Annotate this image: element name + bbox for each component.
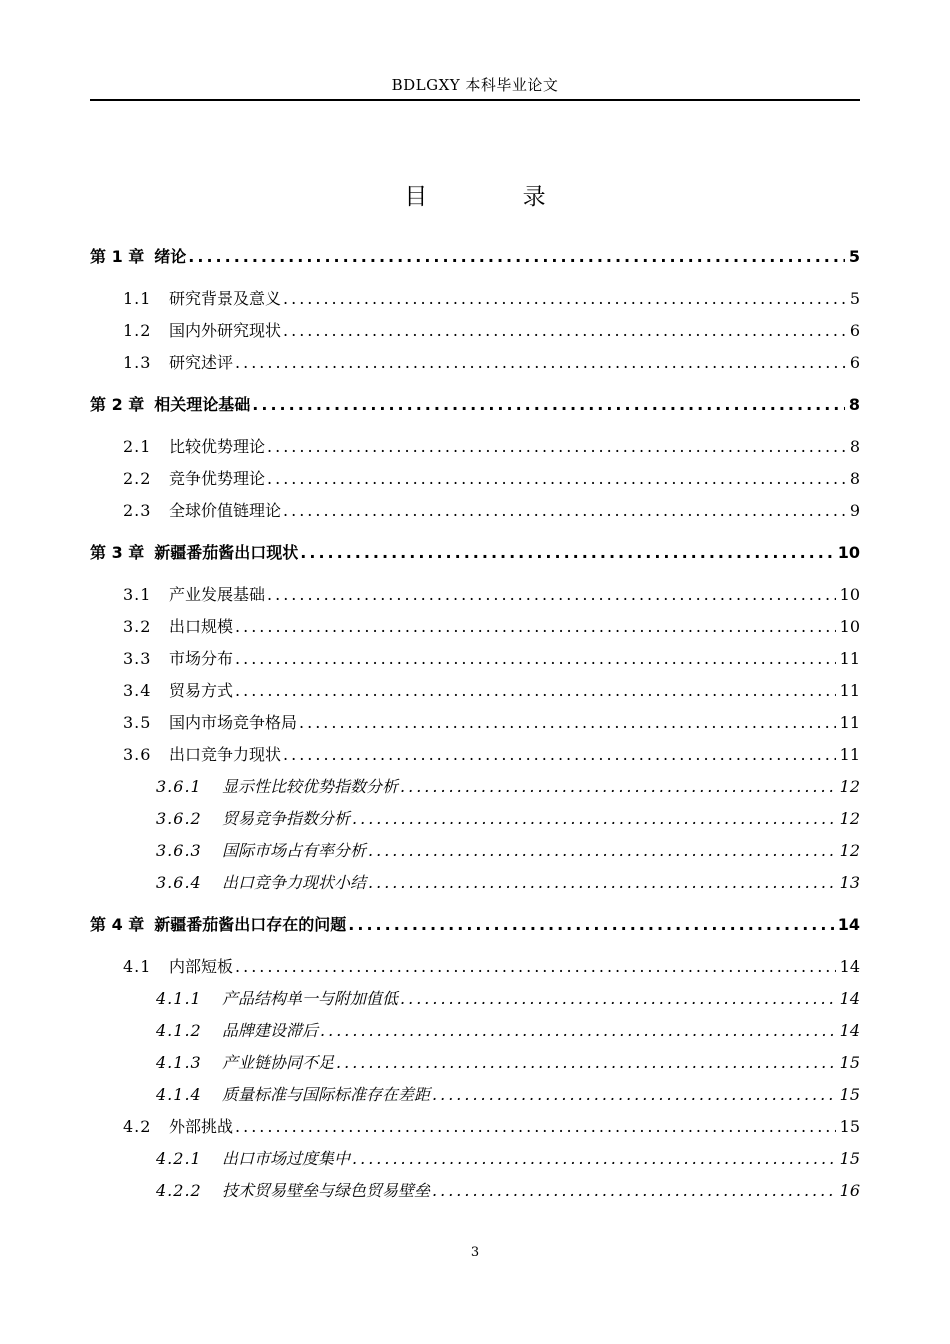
toc-entry-page: 6 [849,321,860,340]
toc-entry-level3[interactable] [90,1018,860,1042]
toc-entry-page: 14 [839,989,860,1008]
dot-leader [267,469,846,488]
toc-entry-level2[interactable] [90,646,860,670]
dot-leader [283,745,836,764]
toc-entry-title: 产业发展基础 [169,585,266,604]
dot-leader [432,1181,836,1200]
header-rule [90,99,860,101]
toc-entry-level3[interactable] [90,838,860,862]
toc-entry-title: 品牌建设滞后 [222,1021,319,1040]
toc-entry-number: 4.1.1 [156,989,202,1008]
toc-entry-page: 15 [839,1053,860,1072]
toc-entry-page: 11 [839,745,860,764]
toc-entry-page: 13 [839,873,860,892]
toc-entry-page: 11 [839,713,860,732]
toc-entry-title: 国内市场竞争格局 [169,713,298,732]
toc-entry-level2[interactable] [90,318,860,342]
toc-entry-level2[interactable] [90,742,860,766]
toc-entry-title: 技术贸易壁垒与绿色贸易壁垒 [222,1181,431,1200]
toc-entry-level2[interactable] [90,434,860,458]
toc-entry-number: 2.2 [123,469,152,488]
toc-entry-title: 国际市场占有率分析 [222,841,367,860]
toc-entry-page: 12 [839,841,860,860]
toc-entry-page: 12 [839,777,860,796]
toc-entry-number: 第 3 章 [90,543,145,562]
dot-leader [283,501,846,520]
toc-entry-number: 3.6.3 [156,841,202,860]
toc-entry-level2[interactable] [90,954,860,978]
toc-entry-title: 比较优势理论 [169,437,266,456]
toc-entry-page: 14 [839,1021,860,1040]
dot-leader [235,353,846,372]
toc-entry-number: 3.6.1 [156,777,202,796]
toc-entry-level3[interactable] [90,986,860,1010]
toc-entry-title: 新疆番茄酱出口现状 [154,543,299,562]
toc-entry-page: 15 [839,1117,860,1136]
toc-entry-number: 3.3 [123,649,152,668]
toc-entry-title: 国内外研究现状 [169,321,282,340]
toc-entry-number: 3.6.4 [156,873,202,892]
toc-entry-title: 出口规模 [169,617,234,636]
toc-entry-page: 5 [848,247,860,266]
toc-entry-level2[interactable] [90,678,860,702]
running-header: BDLGXY 本科毕业论文 [391,76,559,94]
toc-entry-page: 10 [837,543,860,562]
toc-entry-number: 4.1.3 [156,1053,202,1072]
toc-entry-level2[interactable] [90,582,860,606]
toc-entry-page: 8 [849,437,860,456]
dot-leader [235,1117,836,1136]
toc-entry-title: 全球价值链理论 [169,501,282,520]
toc-entry-title: 产品结构单一与附加值低 [222,989,399,1008]
page-number: 3 [470,1245,480,1260]
toc-entry-level2[interactable] [90,1114,860,1138]
toc-entry-title: 贸易竞争指数分析 [222,809,351,828]
dot-leader [432,1085,836,1104]
toc-entry-level1[interactable] [90,392,860,416]
toc-entry-level2[interactable] [90,710,860,734]
toc-entry-level2[interactable] [90,614,860,638]
toc-entry-title: 质量标准与国际标准存在差距 [222,1085,431,1104]
dot-leader [235,957,836,976]
dot-leader [235,681,836,700]
toc-entry-page: 9 [849,501,860,520]
toc-entry-title: 竞争优势理论 [169,469,266,488]
toc-entry-level1[interactable] [90,912,860,936]
toc-entry-page: 8 [849,469,860,488]
toc-entry-page: 5 [849,289,860,308]
toc-entry-level3[interactable] [90,1082,860,1106]
toc-entry-title: 出口竞争力现状小结 [222,873,367,892]
toc-entry-title: 贸易方式 [169,681,234,700]
dot-leader [188,247,845,266]
dot-leader [267,437,846,456]
toc-entry-number: 4.2.2 [156,1181,202,1200]
toc-entry-page: 11 [839,681,860,700]
dot-leader [235,617,836,636]
toc-entry-number: 第 1 章 [90,247,145,266]
toc-entry-title: 外部挑战 [169,1117,234,1136]
toc-entry-level2[interactable] [90,498,860,522]
dot-leader [283,321,846,340]
toc-entry-title: 产业链协同不足 [222,1053,335,1072]
toc-entry-title: 出口竞争力现状 [169,745,282,764]
toc-entry-page: 12 [839,809,860,828]
toc-entry-page: 10 [839,585,860,604]
toc-entry-number: 4.2 [123,1117,152,1136]
toc-title: 目 录 [404,184,590,210]
toc-entry-level3[interactable] [90,870,860,894]
dot-leader [336,1053,836,1072]
toc-entry-title: 新疆番茄酱出口存在的问题 [154,915,347,934]
toc-entry-title: 研究述评 [169,353,234,372]
toc-entry-title: 绪论 [154,247,187,266]
toc-entry-number: 3.6 [123,745,152,764]
toc-entry-level2[interactable] [90,286,860,310]
toc-entry-number: 4.1 [123,957,152,976]
toc-entry-page: 8 [848,395,860,414]
toc-entry-title: 市场分布 [169,649,234,668]
toc-entry-number: 4.1.2 [156,1021,202,1040]
dot-leader [368,873,836,892]
dot-leader [348,915,833,934]
toc-entry-number: 3.6.2 [156,809,202,828]
dot-leader [352,1149,836,1168]
toc-entry-number: 第 4 章 [90,915,145,934]
toc-entry-page: 15 [839,1149,860,1168]
toc-entry-number: 4.1.4 [156,1085,202,1104]
toc-entry-level3[interactable] [90,806,860,830]
toc-entry-level2[interactable] [90,350,860,374]
toc-entry-level2[interactable] [90,466,860,490]
toc-entry-page: 6 [849,353,860,372]
toc-entry-number: 1.3 [123,353,152,372]
toc-entry-number: 2.3 [123,501,152,520]
toc-entry-number: 2.1 [123,437,152,456]
toc-entry-level1[interactable] [90,244,860,268]
dot-leader [283,289,846,308]
toc-entry-level3[interactable] [90,1050,860,1074]
dot-leader [400,989,836,1008]
dot-leader [235,649,836,668]
toc-entry-number: 1.2 [123,321,152,340]
toc-entry-page: 15 [839,1085,860,1104]
dot-leader [352,809,836,828]
dot-leader [252,395,845,414]
dot-leader [299,713,836,732]
toc-entry-page: 16 [839,1181,860,1200]
dot-leader [368,841,836,860]
toc-entry-number: 3.5 [123,713,152,732]
toc-entry-page: 14 [837,915,860,934]
toc-entry-page: 10 [839,617,860,636]
toc-entry-level1[interactable] [90,540,860,564]
toc-entry-number: 第 2 章 [90,395,145,414]
dot-leader [267,585,836,604]
toc-entry-number: 3.2 [123,617,152,636]
toc-entry-title: 出口市场过度集中 [222,1149,351,1168]
toc-entry-title: 显示性比较优势指数分析 [222,777,399,796]
toc-entry-page: 14 [839,957,860,976]
toc-entry-level3[interactable] [90,1178,860,1202]
toc-entry-number: 3.4 [123,681,152,700]
toc-entry-title: 内部短板 [169,957,234,976]
toc-entry-title: 研究背景及意义 [169,289,282,308]
toc-entry-level3[interactable] [90,1146,860,1170]
dot-leader [300,543,833,562]
toc-entry-page: 11 [839,649,860,668]
dot-leader [320,1021,836,1040]
toc-entry-level3[interactable] [90,774,860,798]
toc-entry-number: 1.1 [123,289,152,308]
toc-entry-number: 3.1 [123,585,152,604]
dot-leader [400,777,836,796]
toc-entry-number: 4.2.1 [156,1149,202,1168]
toc-entry-title: 相关理论基础 [154,395,251,414]
